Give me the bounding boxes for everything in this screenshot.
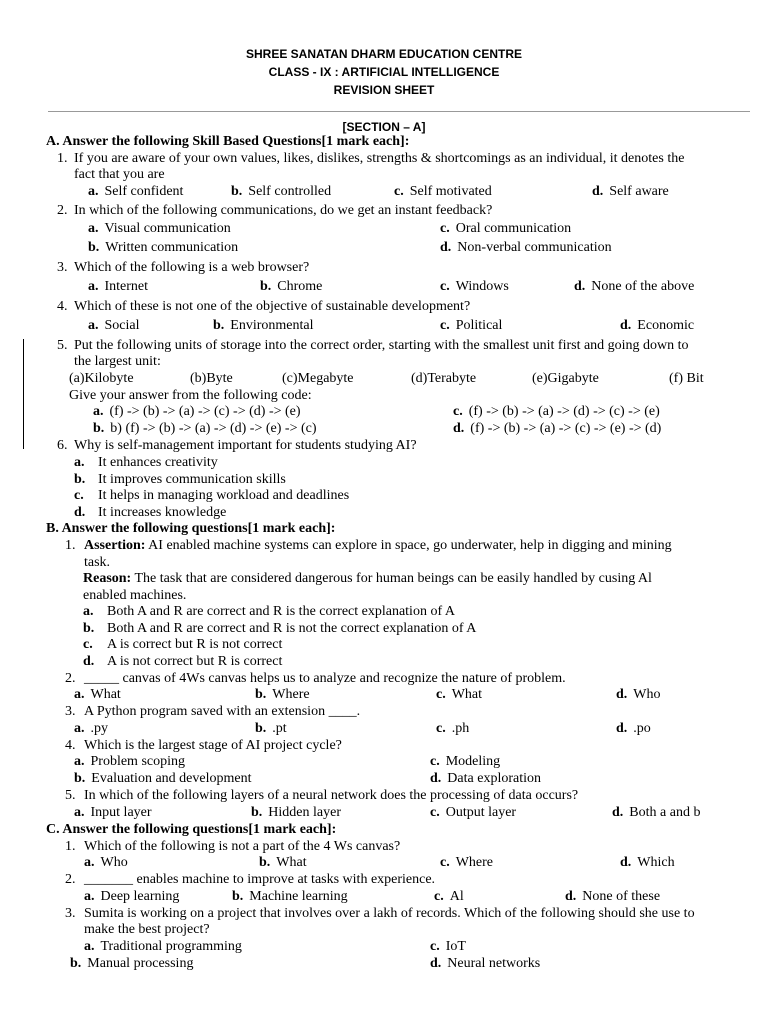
unit-byte: (b)Byte: [190, 370, 233, 386]
option-c: c. Where: [440, 855, 494, 871]
worksheet-content: [0, 134, 768, 973]
option-c: c. .ph: [436, 720, 470, 736]
option-b: b. Evaluation and development: [74, 771, 252, 787]
unit-kilobyte: (a)Kilobyte: [69, 370, 134, 386]
option-a: a. Traditional programming: [84, 939, 242, 954]
option-d: d. Self aware: [592, 183, 669, 199]
question-b2: 2. _____ canvas of 4Ws canvas helps us to analyze and recognize the nature of problem. a. What b. Where c. What d. Who: [65, 670, 661, 703]
section-c-heading: C. Answer the following questions[1 mark each]:: [46, 822, 337, 838]
option-d: d. None of these: [565, 888, 661, 904]
option-c: c. A is correct but R is not correct: [83, 637, 283, 653]
question-a5: 5. Put the following units of storage into the correct order, starting with the smallest unit first and going down to the largest unit: (a)Kilobyte (b)Byte (c)Megabyte (d)Terabyte (e)Gigabyte (f) Bit Give your answer from the following code: a. (f) -> (b) -> (a) -> (c) -> (d) -> (e) c. (f) -> (b) -> (a) -> (d) -> (c) -> (e) b. b) (f) -> (b) -> (a) -> (d) -> (e) -> (c) d. (f) -> (b) -> (a) -> (c) -> (e) -> (d): [0, 338, 768, 439]
option-c: c. It helps in managing workload and deadlines: [74, 488, 350, 504]
question-a6: 6. Why is self-management important for students studying AI? a. It enhances creativity b. It improves communication skills c. It helps in managing workload and deadlines d. It increases knowledge: [0, 438, 768, 521]
option-d: d. Both a and b: [612, 805, 701, 821]
option-d: d. (f) -> (b) -> (a) -> (c) -> (e) -> (d): [453, 421, 662, 437]
section-a-heading: A. Answer the following Skill Based Questions[1 mark each]:: [46, 134, 410, 149]
section-title: [SECTION – A]: [342, 120, 426, 134]
question-a2: 2. In which of the following communications, do we get an instant feedback? a. Visual communication c. Oral communication b. Written communication d. Non-verbal communication: [57, 202, 612, 256]
question-b3: 3. A Python program saved with an extension ____. a. .py b. .pt c. .ph d. .po: [65, 704, 651, 736]
unit-bit: (f) Bit: [669, 370, 704, 386]
option-a: a. Problem scoping: [74, 754, 185, 770]
option-c: c. Output layer: [430, 805, 517, 821]
question-a4: 4. Which of these is not one of the objective of sustainable development? a. Social b. Environmental c. Political d. Economic: [57, 298, 695, 333]
option-a: a. Social: [88, 317, 140, 333]
option-d: d. Non-verbal communication: [440, 240, 612, 256]
option-b: b. Written communication: [88, 240, 239, 256]
question-b1: 1. Assertion: AI enabled machine systems can explore in space, go underwater, help in digging and mining task. Reason: The task that are considered dangerous for human beings can be easily handled by cusing Al enabled machines. a. Both A and R are correct and R is the correct explanation of A b. Both A and R are correct and R is not the correct explanation of A c. A is correct but R is not correct d. A is not correct but R is correct: [0, 538, 768, 671]
option-c: c. Self motivated: [394, 183, 492, 199]
option-d: d. Economic: [620, 317, 695, 333]
option-c: c. What: [436, 687, 483, 703]
class-title: CLASS - IX : ARTIFICIAL INTELLIGENCE: [268, 65, 500, 79]
option-a: a. Visual communication: [88, 221, 231, 237]
sheet-title: REVISION SHEET: [333, 83, 435, 97]
question-c1: 1. Which of the following is not a part of the 4 Ws canvas? a. Who b. What c. Where d. Which: [65, 838, 675, 871]
option-d: d. Which: [620, 855, 675, 871]
option-a: a. Deep learning: [84, 888, 180, 904]
question-b4: 4. Which is the largest stage of AI project cycle? a. Problem scoping c. Modeling b. Evaluation and development d. Data exploration: [65, 737, 541, 787]
unit-megabyte: (c)Megabyte: [282, 370, 354, 386]
option-c: c. IoT: [430, 939, 466, 954]
option-a: a. .py: [74, 720, 108, 736]
option-b: b. Self controlled: [231, 183, 332, 199]
option-b: b. b) (f) -> (b) -> (a) -> (d) -> (e) -> (c): [93, 421, 317, 437]
option-c: c. Windows: [440, 278, 509, 294]
option-a: a. (f) -> (b) -> (a) -> (c) -> (d) -> (e): [93, 404, 301, 420]
option-c: c. Modeling: [430, 754, 501, 770]
option-d: d. Data exploration: [430, 771, 541, 787]
question-c3: 3. Sumita is working on a project that involves over a lakh of records. Which of the following should she use to make the best project? a. Traditional programming c. IoT b. Manual processing d. Neural networks: [65, 905, 695, 971]
option-d: d. Who: [616, 687, 661, 703]
option-c: c. Political: [440, 317, 503, 333]
option-a: a. Both A and R are correct and R is the correct explanation of A: [83, 604, 455, 620]
option-b: b. Where: [255, 687, 310, 703]
option-b: b. Chrome: [260, 278, 323, 294]
option-a: a. Input layer: [74, 805, 152, 821]
question-c2: 2. _______ enables machine to improve at tasks with experience. a. Deep learning b. Machine learning c. Al d. None of these: [65, 872, 661, 904]
option-c: c. Al: [434, 888, 464, 904]
question-a1: 1. If you are aware of your own values, likes, dislikes, strengths & shortcomings as an individual, it denotes the fact that you are a. Self confident b. Self controlled c. Self motivated d. Self aware: [57, 150, 685, 199]
option-a: a. It enhances creativity: [74, 454, 218, 470]
option-a: a. Who: [84, 855, 128, 871]
option-c: c. (f) -> (b) -> (a) -> (d) -> (c) -> (e): [453, 404, 660, 420]
option-b: b. What: [259, 855, 307, 871]
option-d: d. .po: [616, 720, 651, 736]
unit-gigabyte: (e)Gigabyte: [532, 370, 599, 386]
section-b-heading: B. Answer the following questions[1 mark each]:: [46, 521, 336, 537]
unit-terabyte: (d)Terabyte: [411, 370, 477, 386]
option-d: d. It increases knowledge: [74, 504, 227, 520]
header-divider: [48, 111, 750, 112]
option-b: b. .pt: [255, 720, 287, 736]
option-d: d. Neural networks: [430, 956, 541, 971]
option-d: d. None of the above: [574, 278, 695, 294]
code-instruction: Give your answer from the following code:: [69, 387, 312, 403]
question-b5: 5. In which of the following layers of a neural network does the processing of data occurs? a. Input layer b. Hidden layer c. Output layer d. Both a and b: [65, 788, 701, 821]
option-c: c. Oral communication: [440, 221, 572, 237]
option-b: b. Hidden layer: [251, 805, 341, 821]
option-b: b. Machine learning: [232, 888, 348, 904]
question-a3: 3. Which of the following is a web browser? a. Internet b. Chrome c. Windows d. None of the above: [57, 260, 695, 294]
option-a: a. What: [74, 687, 121, 703]
option-a: a. Self confident: [88, 183, 184, 199]
option-b: b. Both A and R are correct and R is not the correct explanation of A: [83, 620, 477, 636]
option-b: b. It improves communication skills: [74, 471, 286, 487]
option-a: a. Internet: [88, 278, 149, 294]
option-d: d. A is not correct but R is correct: [83, 654, 283, 670]
school-name: SHREE SANATAN DHARM EDUCATION CENTRE: [246, 47, 522, 61]
option-b: b. Manual processing: [70, 956, 194, 971]
option-b: b. Environmental: [213, 317, 314, 333]
